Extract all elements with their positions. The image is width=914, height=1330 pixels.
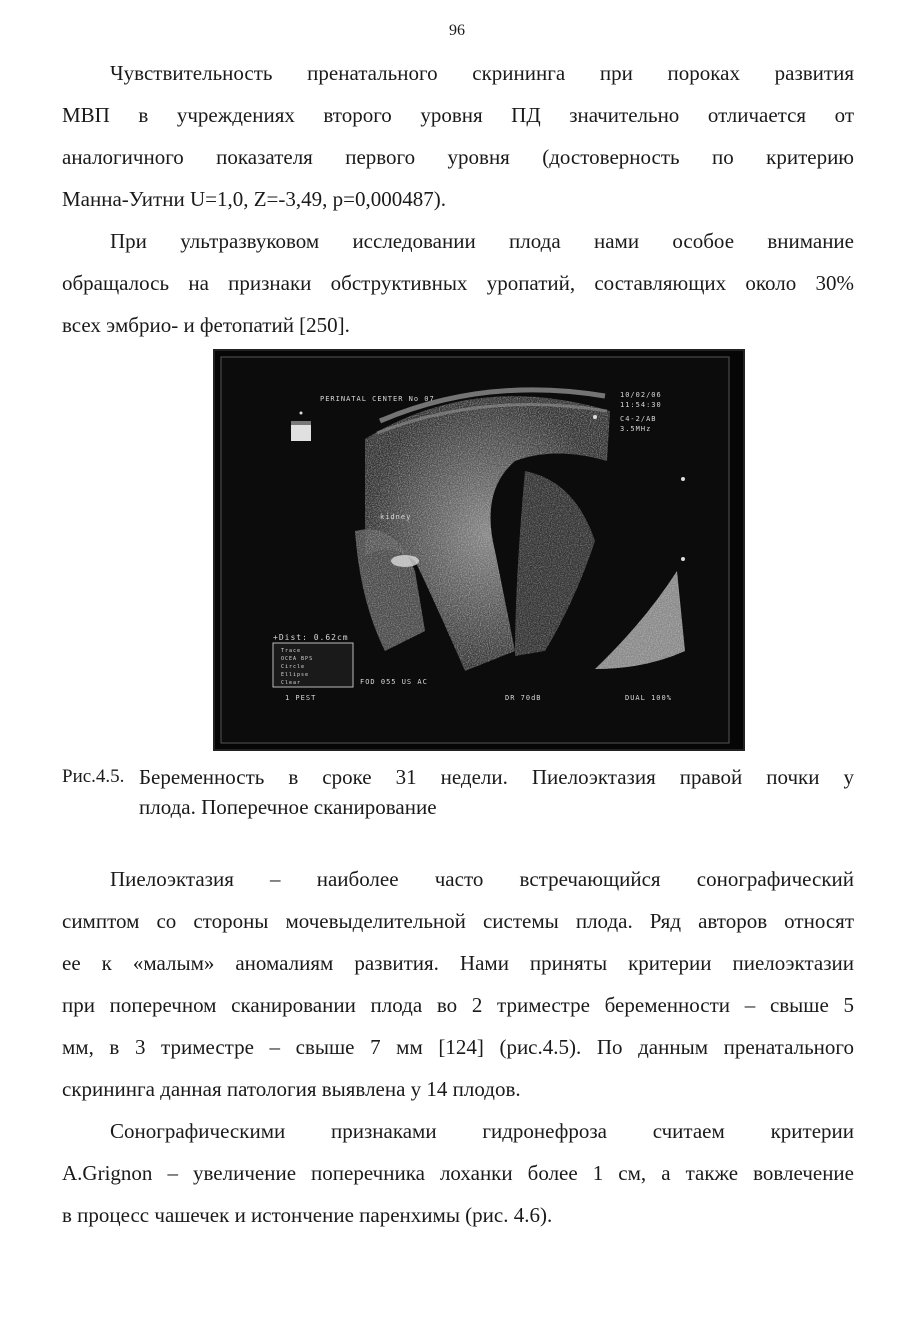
menu-item-circle: Circle xyxy=(281,664,306,670)
us-frequency-text: 3.5MHz xyxy=(620,425,652,433)
ultrasound-image xyxy=(215,351,743,749)
ultrasound-figure xyxy=(213,349,745,751)
us-bottom-right-text: DUAL 100% xyxy=(625,694,672,702)
text-line: ее к «малым» аномалиям развития. Нами приняты критерии пиелоэктазии xyxy=(62,951,854,975)
text-line: Манна-Уитни U=1,0, Z=-3,49, p=0,000487). xyxy=(62,187,446,211)
menu-item-trace: Trace xyxy=(281,648,302,654)
paragraph-screening-sensitivity xyxy=(62,52,854,220)
text-line: при поперечном сканировании плода во 2 триместре беременности – свыше 5 xyxy=(62,993,854,1017)
caption-line-2: плода. Поперечное сканирование xyxy=(139,795,437,819)
caption-line-1: Беременность в сроке 31 недели. Пиелоэктазия правой почки у xyxy=(139,765,854,789)
caption-label: Рис.4.5. xyxy=(62,766,125,787)
us-dist-readout: +Dist: 0.62cm xyxy=(273,633,349,642)
us-date-text: 10/02/06 xyxy=(620,391,662,399)
text-line: При ультразвуковом исследовании плода нами особое внимание xyxy=(110,229,854,253)
paragraph-ultrasound-attention xyxy=(62,220,854,346)
text-line: всех эмбрио- и фетопатий [250]. xyxy=(62,313,350,337)
page-number: 96 xyxy=(449,22,465,39)
menu-item-ellipse: Ellipse xyxy=(281,672,310,678)
us-fod-text: FOD 055 US AC xyxy=(360,678,428,686)
us-bottom-center-text: DR 70dB xyxy=(505,694,542,702)
us-header-text: PERINATAL CENTER No 07 xyxy=(320,395,435,403)
text-line: обращалось на признаки обструктивных уропатий, составляющих около 30% xyxy=(62,271,854,295)
us-bottom-left-text: 1 PEST xyxy=(285,694,317,702)
text-line: Чувствительность пренатального скрининга при пороках развития xyxy=(110,61,854,85)
text-line: симптом со стороны мочевыделительной системы плода. Ряд авторов относят xyxy=(62,909,854,933)
us-kidney-label: kidney xyxy=(380,513,412,521)
text-line: Сонографическими признаками гидронефроза считаем критерии xyxy=(110,1119,854,1143)
text-line: A.Grignon – увеличение поперечника лоханки более 1 см, а также вовлечение xyxy=(62,1161,854,1185)
text-line: МВП в учреждениях второго уровня ПД значительно отличается от xyxy=(62,103,854,127)
paragraph-hydronephrosis xyxy=(62,1110,854,1236)
text-line: мм, в 3 триместре – свыше 7 мм [124] (рис.4.5). По данным пренатального xyxy=(62,1035,854,1059)
paragraph-pyeloectasia xyxy=(62,858,854,1110)
menu-item-clear: Clear xyxy=(281,680,302,686)
us-time-text: 11:54:30 xyxy=(620,401,662,409)
text-line: скрининга данная патология выявлена у 14 плодов. xyxy=(62,1077,521,1101)
us-probe-text: C4-2/AB xyxy=(620,415,657,423)
text-line: Пиелоэктазия – наиболее часто встречающийся сонографический xyxy=(110,867,854,891)
grayscale-marker xyxy=(291,425,311,441)
figure-caption xyxy=(62,762,854,822)
menu-item-ocea: OCEA BPS xyxy=(281,656,314,662)
text-line: в процесс чашечек и истончение паренхимы (рис. 4.6). xyxy=(62,1203,553,1227)
text-line: аналогичного показателя первого уровня (достоверность по критерию xyxy=(62,145,854,169)
